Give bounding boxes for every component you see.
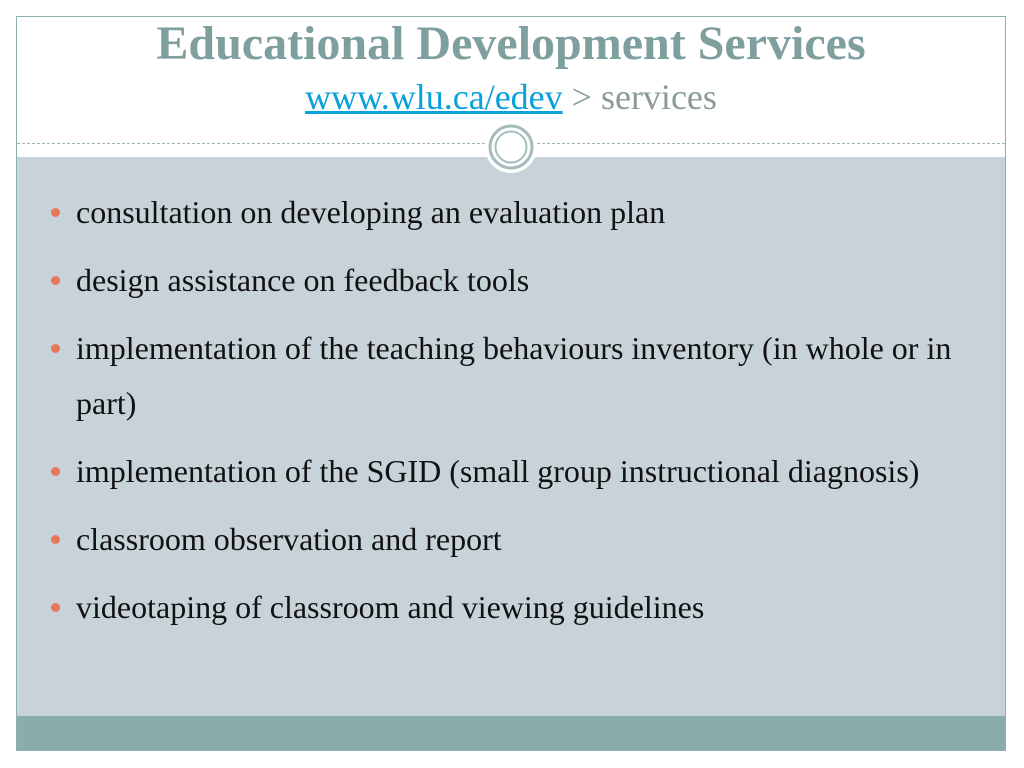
content-area bbox=[17, 157, 1005, 716]
footer-band bbox=[17, 716, 1005, 751]
subtitle-rest: > services bbox=[562, 77, 717, 117]
bullet-text: classroom observation and report bbox=[76, 521, 502, 557]
bullet-item bbox=[47, 444, 987, 499]
slide-subtitle bbox=[17, 76, 1005, 118]
bullet-text: design assistance on feedback tools bbox=[76, 262, 530, 298]
bullet-text: videotaping of classroom and viewing guidelines bbox=[76, 589, 705, 625]
bullet-text: implementation of the SGID (small group instructional diagnosis) bbox=[76, 453, 920, 489]
bullet-item bbox=[47, 580, 987, 635]
bullet-icon bbox=[51, 276, 60, 285]
bullet-item bbox=[47, 321, 987, 431]
bullet-item bbox=[47, 512, 987, 567]
bullet-text: implementation of the teaching behaviours inventory (in whole or in part) bbox=[76, 330, 952, 421]
bullet-list bbox=[47, 185, 987, 648]
bullet-icon bbox=[51, 208, 60, 217]
bullet-item bbox=[47, 253, 987, 308]
bullet-item bbox=[47, 185, 987, 240]
bullet-icon bbox=[51, 467, 60, 476]
bullet-text: consultation on developing an evaluation plan bbox=[76, 194, 666, 230]
double-circle-ornament-icon bbox=[484, 120, 538, 174]
bullet-icon bbox=[51, 344, 60, 353]
bullet-icon bbox=[51, 535, 60, 544]
slide-title: Educational Development Services bbox=[156, 17, 866, 70]
slide bbox=[16, 16, 1006, 751]
bullet-icon bbox=[51, 603, 60, 612]
website-link[interactable]: www.wlu.ca/edev bbox=[305, 77, 563, 117]
